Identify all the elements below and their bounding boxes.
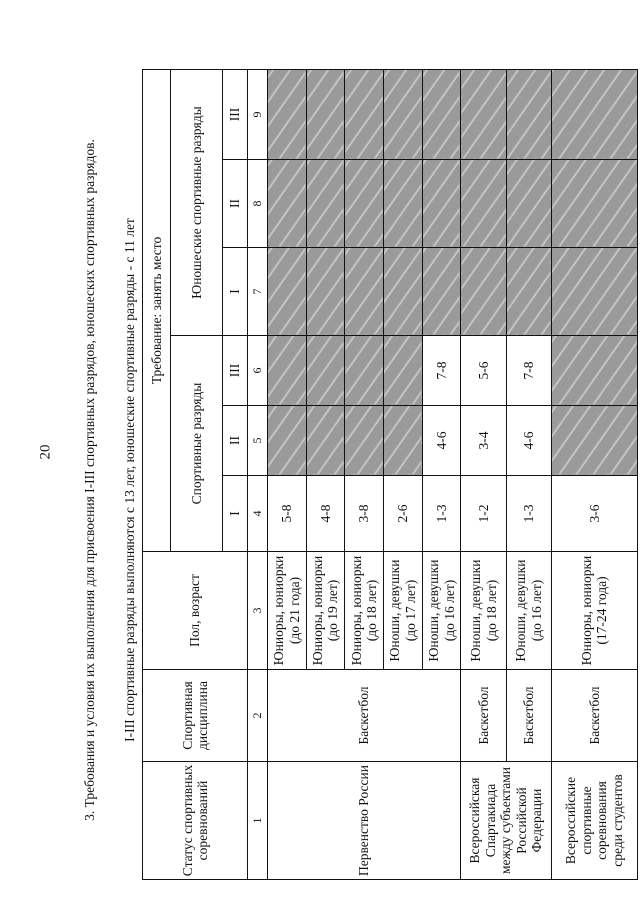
- header-rank-iii: III: [222, 336, 248, 406]
- gender-age-cell: Юноши, девушки (до 16 лет): [506, 552, 551, 670]
- shaded-cell: [345, 69, 384, 159]
- header-status: Статус спортивных соревнований: [143, 762, 248, 880]
- column-number: 2: [248, 670, 267, 762]
- page-number: 20: [37, 444, 54, 460]
- header-gender-age: Пол, возраст: [143, 552, 248, 670]
- shaded-cell: [267, 248, 306, 336]
- column-number-row: [248, 69, 267, 879]
- shaded-cell: [267, 406, 306, 476]
- shaded-cell: [461, 69, 506, 159]
- status-cell: Всероссийская Спартакиада между субъектами Российской Федерации: [461, 762, 551, 880]
- column-number: 3: [248, 552, 267, 670]
- place-cell: 3-8: [345, 476, 384, 552]
- column-number: 8: [248, 160, 267, 248]
- table-row: [461, 69, 506, 879]
- shaded-cell: [345, 336, 384, 406]
- place-cell: 5-8: [267, 476, 306, 552]
- header-yrank-ii: II: [222, 160, 248, 248]
- shaded-cell: [551, 248, 637, 336]
- shaded-cell: [383, 69, 422, 159]
- shaded-cell: [306, 160, 345, 248]
- place-cell: 5-6: [461, 336, 506, 406]
- shaded-cell: [345, 406, 384, 476]
- place-cell: 4-6: [422, 406, 461, 476]
- rotated-table-wrapper: [142, 70, 638, 880]
- table-row: [506, 69, 551, 879]
- place-cell: 4-8: [306, 476, 345, 552]
- place-cell: 7-8: [506, 336, 551, 406]
- header-discipline: Спортивная дисциплина: [143, 670, 248, 762]
- shaded-cell: [506, 69, 551, 159]
- discipline-cell: Баскетбол: [267, 670, 461, 762]
- shaded-cell: [461, 160, 506, 248]
- header-youth-ranks: Юношеские спортивные разряды: [170, 69, 222, 335]
- gender-age-cell: Юниоры, юниорки (17-24 года): [551, 552, 637, 670]
- status-cell: Всероссийские спортивные соревнования среди студентов: [551, 762, 637, 880]
- discipline-cell: Баскетбол: [551, 670, 637, 762]
- shaded-cell: [306, 406, 345, 476]
- shaded-cell: [422, 160, 461, 248]
- place-cell: 2-6: [383, 476, 422, 552]
- shaded-cell: [383, 160, 422, 248]
- place-cell: 1-2: [461, 476, 506, 552]
- header-rank-ii: II: [222, 406, 248, 476]
- shaded-cell: [383, 336, 422, 406]
- shaded-cell: [461, 248, 506, 336]
- shaded-cell: [306, 248, 345, 336]
- shaded-cell: [345, 248, 384, 336]
- requirements-table: [142, 69, 638, 880]
- shaded-cell: [506, 248, 551, 336]
- table-caption: I-III спортивные разряды выполняются с 13 лет, юношеские спортивные разряды - с 11 лет: [122, 218, 137, 742]
- column-number: 9: [248, 69, 267, 159]
- place-cell: 1-3: [422, 476, 461, 552]
- shaded-cell: [551, 406, 637, 476]
- place-cell: 3-6: [551, 476, 637, 552]
- column-number: 7: [248, 248, 267, 336]
- shaded-cell: [306, 69, 345, 159]
- gender-age-cell: Юниоры, юниорки (до 21 года): [267, 552, 306, 670]
- table-row: [551, 69, 637, 879]
- header-yrank-iii: III: [222, 69, 248, 159]
- gender-age-cell: Юноши, девушки (до 16 лет): [422, 552, 461, 670]
- table-row: [267, 69, 306, 879]
- shaded-cell: [383, 406, 422, 476]
- gender-age-cell: Юноши, девушки (до 18 лет): [461, 552, 506, 670]
- gender-age-cell: Юниоры, юниорки (до 18 лет): [345, 552, 384, 670]
- place-cell: 3-4: [461, 406, 506, 476]
- header-requirement: Требование: занять место: [143, 69, 171, 551]
- header-yrank-i: I: [222, 248, 248, 336]
- shaded-cell: [267, 336, 306, 406]
- shaded-cell: [306, 336, 345, 406]
- place-cell: 4-6: [506, 406, 551, 476]
- gender-age-cell: Юноши, девушки (до 17 лет): [383, 552, 422, 670]
- shaded-cell: [422, 248, 461, 336]
- gender-age-cell: Юниоры, юниорки (до 19 лет): [306, 552, 345, 670]
- shaded-cell: [551, 69, 637, 159]
- status-cell: Первенство России: [267, 762, 461, 880]
- shaded-cell: [422, 69, 461, 159]
- shaded-cell: [267, 69, 306, 159]
- shaded-cell: [506, 160, 551, 248]
- column-number: 5: [248, 406, 267, 476]
- discipline-cell: Баскетбол: [461, 670, 506, 762]
- shaded-cell: [267, 160, 306, 248]
- shaded-cell: [551, 336, 637, 406]
- column-number: 6: [248, 336, 267, 406]
- column-number: 4: [248, 476, 267, 552]
- discipline-cell: Баскетбол: [506, 670, 551, 762]
- shaded-cell: [551, 160, 637, 248]
- place-cell: 7-8: [422, 336, 461, 406]
- column-number: 1: [248, 762, 267, 880]
- place-cell: 1-3: [506, 476, 551, 552]
- section-heading: 3. Требования и условия их выполнения для присвоения I-III спортивных разрядов, юношеских спортивных разрядов.: [82, 139, 97, 821]
- shaded-cell: [383, 248, 422, 336]
- header-sport-ranks: Спортивные разряды: [170, 336, 222, 552]
- header-rank-i: I: [222, 476, 248, 552]
- shaded-cell: [345, 160, 384, 248]
